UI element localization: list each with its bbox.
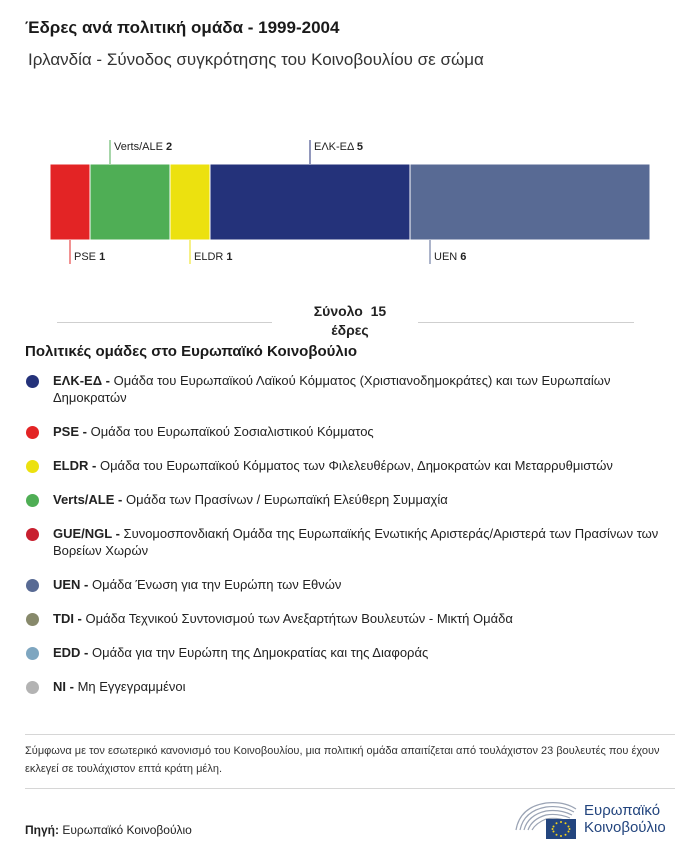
total-value: 15 — [370, 303, 387, 319]
legend-dot — [26, 647, 39, 660]
legend-desc: Ομάδα του Ευρωπαϊκού Σοσιαλιστικού Κόμματος — [86, 424, 374, 439]
source-label: Πηγή: — [25, 823, 59, 837]
legend-abbr: NI - — [53, 679, 74, 694]
legend-dot — [26, 579, 39, 592]
legend-item — [25, 372, 675, 406]
legend-dot — [26, 375, 39, 388]
footnote: Σύμφωνα με τον εσωτερικό κανονισμό του Κοινοβουλίου, μια πολιτική ομάδα απαιτίζεται από τουλάχιστον 23 βουλευτές που έχουν εκλεγεί σε τουλάχιστον επτά κράτη μέλη. — [25, 745, 660, 775]
legend-dot — [26, 426, 39, 439]
bar-data-label: ΕΛΚ-ΕΔ 5 — [314, 141, 363, 153]
legend-item — [25, 457, 675, 474]
bar-data-label: Verts/ALE 2 — [114, 141, 173, 153]
bar-data-label: UEN 6 — [434, 251, 467, 263]
chart-title: Έδρες ανά πολιτική ομάδα - 1999-2004 — [25, 18, 340, 37]
legend-desc: Ομάδα του Ευρωπαϊκού Κόμματος των Φιλελευθέρων, Δημοκρατών και Μεταρρυθμιστών — [96, 458, 613, 473]
legend-desc: Συνομοσπονδιακή Ομάδα της Ευρωπαϊκής Ενωτικής Αριστεράς/Αριστερά των Πρασίνων των Βορείων Χωρών — [53, 526, 659, 558]
legend-abbr: GUE/NGL - — [53, 526, 120, 541]
legend-dot — [26, 494, 39, 507]
chart-subtitle: Ιρλανδία - Σύνοδος συγκρότησης του Κοινοβουλίου σε σώμα — [28, 50, 484, 69]
legend-item — [25, 644, 675, 661]
legend-item — [25, 678, 675, 695]
logo-line-2: Κοινοβούλιο — [584, 819, 666, 836]
legend-abbr: UEN - — [53, 577, 89, 592]
legend-item — [25, 525, 675, 559]
total-word: Σύνολο — [313, 303, 363, 319]
total-block — [0, 300, 700, 340]
legend-item — [25, 576, 675, 593]
legend-desc: Ομάδα του Ευρωπαϊκού Λαϊκού Κόμματος (Χριστιανοδημοκράτες) και των Ευρωπαίων Δημοκρατών — [53, 373, 611, 405]
logo-line-1: Ευρωπαϊκό — [584, 802, 661, 819]
legend-abbr: EDD - — [53, 645, 89, 660]
total-divider-right — [418, 322, 634, 323]
legend-item — [25, 423, 675, 440]
legend-desc: Ομάδα Τεχνικού Συντονισμού των Ανεξαρτήτων Βουλευτών - Μικτή Ομάδα — [81, 611, 513, 626]
legend-desc: Ομάδα Ένωση για την Ευρώπη των Εθνών — [88, 577, 342, 592]
bar-segment — [90, 164, 170, 240]
legend-abbr: PSE - — [53, 424, 87, 439]
legend-dot — [26, 613, 39, 626]
legend-item — [25, 610, 675, 627]
legend-item — [25, 491, 675, 508]
total-unit: έδρες — [331, 322, 369, 338]
legend-desc: Ομάδα για την Ευρώπη της Δημοκρατίας και της Διαφοράς — [88, 645, 429, 660]
legend-abbr: TDI - — [53, 611, 82, 626]
legend-dot — [26, 460, 39, 473]
bar-segment — [170, 164, 210, 240]
bar-data-label: ELDR 1 — [194, 251, 233, 263]
legend-dot — [26, 681, 39, 694]
stacked-bar-chart — [0, 130, 700, 280]
legend-abbr: ELDR - — [53, 458, 97, 473]
legend-desc: Μη Εγγεγραμμένοι — [73, 679, 186, 694]
source — [25, 823, 192, 837]
logo-text — [584, 802, 666, 836]
bar-segment — [210, 164, 410, 240]
legend-abbr: Verts/ALE - — [53, 492, 123, 507]
total-divider-left — [57, 322, 272, 323]
note-divider-top — [25, 734, 675, 735]
total-label — [290, 302, 410, 340]
bar-segment — [50, 164, 90, 240]
bar-data-label: PSE 1 — [74, 251, 106, 263]
note-divider-bottom — [25, 788, 675, 789]
legend-dot — [26, 528, 39, 541]
legend-title: Πολιτικές ομάδες στο Ευρωπαϊκό Κοινοβούλιο — [25, 343, 358, 360]
bar-segment — [410, 164, 650, 240]
legend-desc: Ομάδα των Πρασίνων / Ευρωπαϊκή Ελεύθερη Συμμαχία — [122, 492, 448, 507]
legend-abbr: ΕΛΚ-ΕΔ - — [53, 373, 111, 388]
legend — [25, 372, 675, 695]
source-value: Ευρωπαϊκό Κοινοβούλιο — [62, 823, 192, 837]
